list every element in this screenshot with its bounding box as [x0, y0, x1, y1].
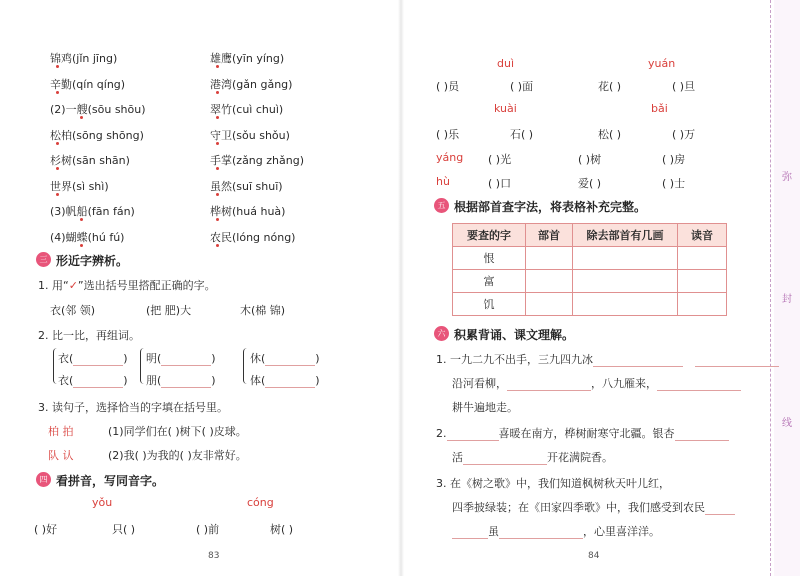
table-header-row [453, 224, 727, 247]
row1-item-3[interactable]: 花( ) [598, 80, 622, 93]
q6-2c: 活 [452, 451, 463, 464]
q2-close: ) [211, 352, 216, 365]
row4-item-1[interactable]: ( )口 [488, 177, 512, 190]
emphasis-dot [216, 91, 219, 94]
emphasis-dot [216, 142, 219, 145]
q1-item-3[interactable]: 木(棉 锦) [240, 304, 286, 317]
table-cell-char: 恨 [453, 247, 526, 270]
q1-prefix: 1. 用“ [38, 279, 69, 292]
q6-3b[interactable] [452, 499, 735, 515]
q3-instruction: 3. 读句子，选择恰当的字填在括号里。 [38, 401, 228, 414]
table-cell[interactable] [678, 270, 727, 293]
pinyin-bai: bǎi [651, 102, 668, 115]
row1-item-2[interactable]: ( )面 [510, 80, 534, 93]
section-4-blank-2[interactable]: 只( ) [112, 523, 136, 536]
q2-blank[interactable] [265, 353, 315, 366]
section-6-title: 积累背诵、课文理解。 [454, 328, 575, 342]
row1-item-1[interactable]: ( )员 [436, 80, 460, 93]
binding-strip [774, 0, 800, 576]
table-header: 读音 [678, 224, 727, 247]
q6-3d-text: ，心里喜洋洋。 [583, 525, 660, 538]
checkmark-icon: ✓ [68, 279, 78, 292]
pinyin-yang: yáng [436, 151, 464, 164]
q3-row-2-text[interactable]: (2)我( )为我的( )友非常好。 [108, 449, 247, 462]
pinyin-options[interactable]: (hú fú) [87, 230, 125, 244]
pinyin-word: (3)帆船 [50, 205, 88, 218]
q6-3c[interactable] [452, 523, 660, 539]
pinyin-options[interactable]: (fān fán) [87, 205, 135, 218]
emphasis-dot [216, 244, 219, 247]
pinyin-dui: duì [497, 57, 515, 70]
binding-char-3: 线 [782, 418, 792, 429]
pinyin-kuai: kuài [494, 102, 517, 115]
pinyin-word: (4)蝴蝶 [50, 230, 88, 244]
binding-char-2: 封 [782, 294, 792, 305]
table-row [453, 293, 727, 316]
q6-1-line2[interactable] [452, 375, 741, 391]
q2-pair-2-top[interactable] [146, 350, 216, 366]
q2-pair-2-bottom[interactable] [146, 372, 216, 388]
q2-char: 衣( [58, 374, 74, 387]
q3-row-1-chars: 柏 拍 [48, 425, 74, 438]
q2-close: ) [123, 374, 128, 387]
q2-pair-3-bottom[interactable] [250, 372, 320, 388]
pinyin-choice-item[interactable] [50, 101, 146, 117]
table-row [453, 270, 727, 293]
q2-instruction: 2. 比一比，再组词。 [38, 329, 140, 342]
q2-pair-3-top[interactable] [250, 350, 320, 366]
row2-item-1[interactable]: ( )乐 [436, 128, 460, 141]
pinyin-word: 松柏 [50, 128, 72, 142]
pinyin-word: 锦鸡 [50, 52, 72, 65]
page-number-right: 84 [588, 551, 600, 561]
pinyin-choice-item[interactable] [50, 127, 144, 143]
table-cell-char: 饥 [453, 293, 526, 316]
section-4-blank-3[interactable]: ( )前 [196, 523, 220, 536]
pinyin-options[interactable]: (sì shì) [72, 179, 109, 193]
pinyin-word: 手掌 [210, 154, 232, 167]
section-3-badge: 三 [36, 252, 51, 267]
emphasis-dot [56, 167, 59, 170]
pinyin-options[interactable]: (sōng shōng) [72, 128, 144, 142]
q6-2a: 2. [436, 427, 447, 440]
q6-1c: ，八九雁来， [591, 377, 657, 390]
q6-3a: 3. 在《树之歌》中，我们知道枫树秋天叶儿红， [436, 477, 670, 490]
section-4-blank-1[interactable]: ( )好 [34, 523, 58, 536]
q2-char: 体( [250, 374, 266, 387]
q6-3b-text: 四季披绿装；在《田家四季歌》中，我们感受到农民 [452, 501, 705, 514]
pinyin-word: 辛勤 [50, 77, 72, 91]
pinyin-options[interactable]: (lóng nóng) [232, 230, 296, 244]
table-cell[interactable] [573, 293, 678, 316]
row3-item-3[interactable]: ( )房 [662, 153, 686, 166]
emphasis-dot [216, 167, 219, 170]
pinyin-hu: hù [436, 175, 450, 188]
section-4-badge: 四 [36, 472, 51, 487]
q6-3c-text: 虽 [488, 525, 499, 538]
pinyin-options[interactable]: (zǎng zhǎng) [232, 154, 304, 167]
q2-blank[interactable] [73, 353, 123, 366]
emphasis-dot [216, 193, 219, 196]
q6-1b: 沿河看柳， [452, 377, 507, 390]
pinyin-word: 世界 [50, 179, 72, 193]
q1-item-1[interactable]: 衣(邻 领) [50, 304, 96, 317]
table-cell[interactable] [573, 270, 678, 293]
q2-close: ) [211, 374, 216, 387]
table-header: 部首 [526, 224, 573, 247]
row4-item-2[interactable]: 爱( ) [578, 177, 602, 190]
section-4-pinyin-2: cóng [247, 496, 274, 509]
pinyin-choice-item[interactable] [210, 203, 285, 219]
row3-item-1[interactable]: ( )光 [488, 153, 512, 166]
q2-char: 明( [146, 352, 162, 365]
pinyin-word: 翠竹 [210, 103, 232, 116]
q3-row-1-text[interactable]: (1)同学们在( )树下( )皮球。 [108, 425, 247, 438]
pinyin-options[interactable]: (sǒu shǒu) [232, 128, 290, 142]
q1-item-2[interactable]: (把 肥)大 [146, 304, 192, 317]
pinyin-yuan: yuán [648, 57, 676, 70]
row2-item-3[interactable]: 松( ) [598, 128, 622, 141]
table-cell[interactable] [678, 247, 727, 270]
pinyin-word: 杉树 [50, 154, 72, 167]
row1-item-4[interactable]: ( )旦 [672, 80, 696, 93]
table-row [453, 247, 727, 270]
q6-2-line2[interactable] [452, 449, 613, 465]
section-3-title: 形近字辨析。 [56, 254, 129, 268]
section-4-blank-4[interactable]: 树( ) [270, 523, 294, 536]
brace-3 [243, 348, 250, 384]
answer-blank[interactable] [657, 378, 741, 391]
pinyin-choice-item[interactable] [50, 229, 124, 245]
pinyin-choice-item[interactable] [210, 101, 283, 117]
pinyin-choice-item[interactable] [50, 50, 117, 66]
table-cell[interactable] [678, 293, 727, 316]
q6-1-line1[interactable] [436, 351, 779, 367]
answer-blank[interactable] [463, 452, 547, 465]
pinyin-choice-item[interactable] [50, 76, 125, 92]
q3-row-2-chars: 队 认 [48, 449, 74, 462]
q2-blank[interactable] [161, 375, 211, 388]
answer-blank[interactable] [507, 378, 591, 391]
emphasis-dot [56, 193, 59, 196]
emphasis-dot [56, 142, 59, 145]
pinyin-word: 港湾 [210, 77, 232, 91]
emphasis-dot [80, 244, 83, 247]
q2-char: 衣( [58, 352, 74, 365]
row2-item-4[interactable]: ( )万 [672, 128, 696, 141]
pinyin-choice-item[interactable] [210, 178, 283, 194]
q2-char: 朋( [146, 374, 162, 387]
q2-blank[interactable] [73, 375, 123, 388]
pinyin-word: 农民 [210, 230, 232, 244]
pinyin-options[interactable]: (cuì chuì) [232, 103, 284, 116]
table-cell-char: 富 [453, 270, 526, 293]
pinyin-options[interactable]: (jǐn jīng) [72, 52, 118, 65]
pinyin-choice-item[interactable] [50, 152, 130, 168]
row2-item-2[interactable]: 石( ) [510, 128, 534, 141]
pinyin-word: 桦树 [210, 205, 232, 218]
q2-close: ) [315, 352, 320, 365]
q2-close: ) [315, 374, 320, 387]
section-5-badge: 五 [434, 198, 449, 213]
row3-item-2[interactable]: ( )树 [578, 153, 602, 166]
section-5-title: 根据部首查字法，将表格补充完整。 [454, 200, 647, 214]
pinyin-word: (2)一艘 [50, 103, 88, 116]
emphasis-dot [216, 218, 219, 221]
binding-line [770, 0, 771, 576]
q2-char: 休( [250, 352, 266, 365]
q1-suffix: ”选出括号里搭配正确的字。 [77, 279, 216, 292]
binding-char-1: 弥 [782, 172, 792, 183]
section-6-badge: 六 [434, 326, 449, 341]
page-gutter [398, 0, 404, 576]
pinyin-choice-item[interactable] [50, 203, 135, 219]
table-header: 要查的字 [453, 224, 526, 247]
q2-close: ) [123, 352, 128, 365]
answer-blank[interactable] [705, 502, 735, 515]
section-4-pinyin-1: yǒu [92, 496, 113, 509]
pinyin-choice-item[interactable] [210, 152, 304, 168]
pinyin-options[interactable]: (gǎn gǎng) [232, 77, 293, 91]
q6-1a: 1. 一九二九不出手，三九四九冰 [436, 353, 593, 366]
table-cell[interactable] [573, 247, 678, 270]
answer-blank[interactable] [499, 526, 583, 539]
pinyin-word: 虽然 [210, 179, 232, 193]
emphasis-dot [216, 116, 219, 119]
answer-blank[interactable] [452, 526, 488, 539]
q2-blank[interactable] [161, 353, 211, 366]
emphasis-dot [216, 65, 219, 68]
pinyin-choice-item[interactable] [210, 229, 295, 245]
emphasis-dot [80, 218, 83, 221]
q2-pair-1-bottom[interactable] [58, 372, 128, 388]
pinyin-choice-item[interactable] [50, 178, 109, 194]
pinyin-choice-item[interactable] [210, 50, 284, 66]
pinyin-word: 雄鹰 [210, 52, 232, 65]
row4-item-3[interactable]: ( )士 [662, 177, 686, 190]
pinyin-options[interactable]: (qín qíng) [72, 77, 126, 91]
emphasis-dot [80, 116, 83, 119]
q6-2d: 开花满院香。 [547, 451, 613, 464]
answer-blank[interactable] [447, 428, 499, 441]
section-4-title: 看拼音，写同音字。 [56, 474, 165, 488]
q6-1d: 耕牛遍地走。 [452, 401, 518, 414]
page-number-left: 83 [208, 551, 220, 561]
q2-pair-1-top[interactable] [58, 350, 128, 366]
table-cell[interactable] [526, 270, 573, 293]
table-cell[interactable] [526, 247, 573, 270]
pinyin-choice-item[interactable] [210, 127, 290, 143]
pinyin-options[interactable]: (suī shuī) [232, 179, 283, 193]
pinyin-word: 守卫 [210, 128, 232, 142]
emphasis-dot [56, 65, 59, 68]
answer-blank[interactable] [695, 354, 779, 367]
q1-instruction [38, 277, 216, 293]
radical-table [452, 223, 727, 316]
emphasis-dot [56, 91, 59, 94]
answer-blank[interactable] [675, 428, 729, 441]
table-cell[interactable] [526, 293, 573, 316]
pinyin-options[interactable]: (sān shān) [72, 154, 130, 167]
pinyin-options[interactable]: (sōu shōu) [87, 103, 146, 116]
q6-2b: 喜暖在南方，桦树耐寒守北疆。银杏 [498, 427, 675, 440]
pinyin-options[interactable]: (huá huà) [232, 205, 286, 218]
q2-blank[interactable] [265, 375, 315, 388]
pinyin-choice-item[interactable] [210, 76, 292, 92]
table-header: 除去部首有几画 [573, 224, 678, 247]
pinyin-options[interactable]: (yīn yíng) [232, 52, 285, 65]
q6-2-line1[interactable] [436, 425, 729, 441]
answer-blank[interactable] [593, 354, 683, 367]
